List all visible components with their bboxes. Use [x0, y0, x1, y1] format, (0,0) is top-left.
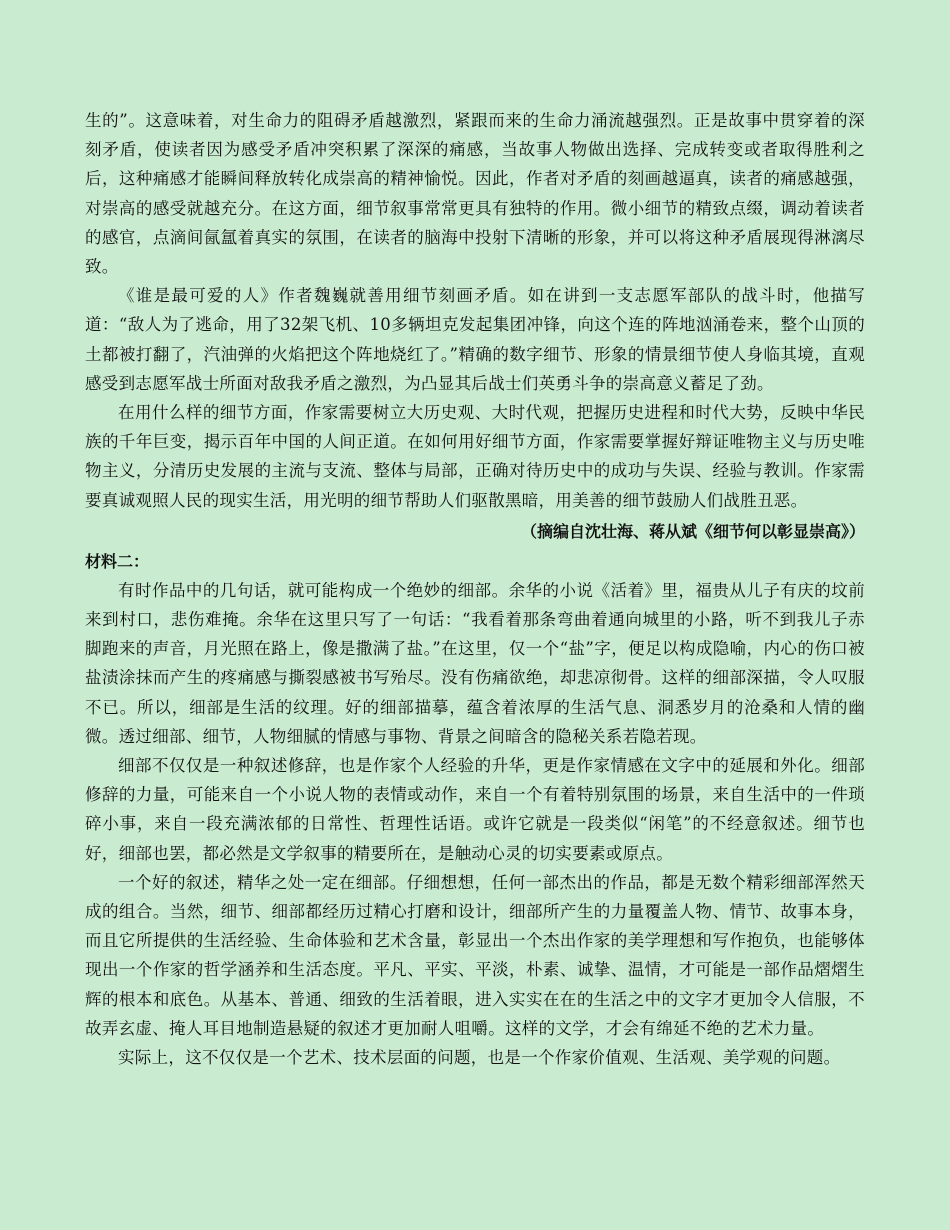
- material-two-paragraph-3: 一个好的叙述，精华之处一定在细部。仔细想想，任何一部杰出的作品，都是无数个精彩细部浑然天成的组合。当然，细节、细部都经历过精心打磨和设计，细部所产生的力量覆盖人物、情节、故事本身，而且它所提供的生活经验、生命体验和艺术含量，彰显出一个杰出作家的美学理想和写作抱负，也能够体现出一个作家的哲学涵养和生活态度。平凡、平实、平淡，朴素、诚挚、温情，才可能是一部作品熠熠生辉的根本和底色。从基本、普通、细致的生活着眼，进入实实在在的生活之中的文字才更加令人信服，不故弄玄虚、掩人耳目地制造悬疑的叙述才更加耐人咀嚼。这样的文学，才会有绵延不绝的艺术力量。: [85, 872, 865, 1038]
- document-page: [85, 106, 865, 1072]
- material-one-paragraph-1: 生的”。这意味着，对生命力的阻碍矛盾越激烈，紧跟而来的生命力涌流越强烈。正是故事中贯穿着的深刻矛盾，使读者因为感受矛盾冲突积累了深深的痛感，当故事人物做出选择、完成转变或者取得胜利之后，这种痛感才能瞬间释放转化成崇高的精神愉悦。因此，作者对矛盾的刻画越逼真，读者的痛感越强，对崇高的感受就越充分。在这方面，细节叙事常常更具有独特的作用。微小细节的精致点缀，调动着读者的感官，点滴间氤氲着真实的氛围，在读者的脑海中投射下清晰的形象，并可以将这种矛盾展现得淋漓尽致。: [85, 111, 865, 277]
- material-two-label: 材料二：: [85, 551, 150, 571]
- material-one-source: （摘编自沈壮海、蒋从斌《细节何以彰显崇高》）: [520, 521, 865, 541]
- material-two-paragraph-2: 细部不仅仅是一种叙述修辞，也是作家个人经验的升华，更是作家情感在文字中的延展和外化。细部修辞的力量，可能来自一个小说人物的表情或动作，来自一个有着特别氛围的场景，来自生活中的一件琐碎小事，来自一段充满浓郁的日常性、哲理性话语。或许它就是一段类似“闲笔”的不经意叙述。细节也好，细部也罢，都必然是文学叙事的精要所在，是触动心灵的切实要素或原点。: [85, 756, 865, 863]
- material-one-paragraph-2: 《谁是最可爱的人》作者魏巍就善用细节刻画矛盾。如在讲到一支志愿军部队的战斗时，他描写道：“敌人为了逃命，用了32架飞机、10多辆坦克发起集团冲锋，向这个连的阵地汹涌卷来，整个山顶的土都被打翻了，汽油弹的火焰把这个阵地烧红了。”精确的数字细节、形象的情景细节使人身临其境，直观感受到志愿军战士所面对敌我矛盾之激烈，为凸显其后战士们英勇斗争的崇高意义蓄足了劲。: [85, 286, 865, 393]
- material-two-paragraph-4: 实际上，这不仅仅是一个艺术、技术层面的问题，也是一个作家价值观、生活观、美学观的问题。: [118, 1048, 841, 1068]
- material-one-paragraph-3: 在用什么样的细节方面，作家需要树立大历史观、大时代观，把握历史进程和时代大势，反映中华民族的千年巨变，揭示百年中国的人间正道。在如何用好细节方面，作家需要掌握好辩证唯物主义与历史唯物主义，分清历史发展的主流与支流、整体与局部，正确对待历史中的成功与失误、经验与教训。作家需要真诚观照人民的现实生活，用光明的细节帮助人们驱散黑暗，用美善的细节鼓励人们战胜丑恶。: [85, 403, 865, 510]
- material-two-paragraph-1: 有时作品中的几句话，就可能构成一个绝妙的细部。余华的小说《活着》里，福贵从儿子有庆的坟前来到村口，悲伤难掩。余华在这里只写了一句话：“我看着那条弯曲着通向城里的小路，听不到我儿子赤脚跑来的声音，月光照在路上，像是撒满了盐。”在这里，仅一个“盐”字，便足以构成隐喻，内心的伤口被盐渍涂抹而产生的疼痛感与撕裂感被书写殆尽。没有伤痛欲绝，却悲凉彻骨。这样的细部深描，令人叹服不已。所以，细部是生活的纹理。好的细部描摹，蕴含着浓厚的生活气息、洞悉岁月的沧桑和人情的幽微。透过细部、细节，人物细腻的情感与事物、背景之间暗含的隐秘关系若隐若现。: [85, 580, 865, 746]
